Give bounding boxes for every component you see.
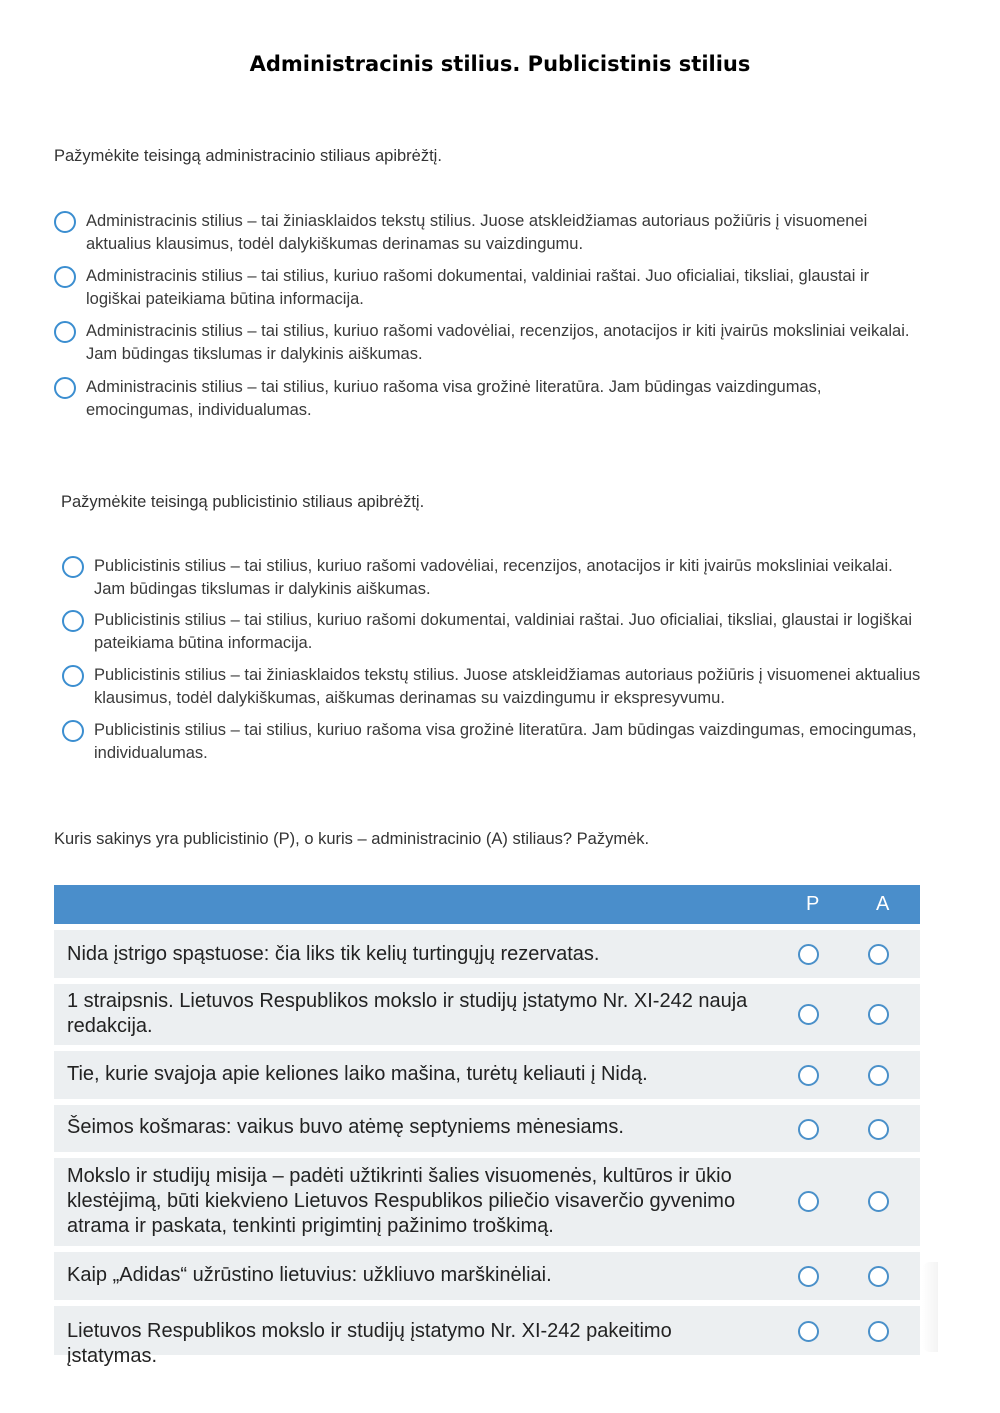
radio-circle-icon[interactable] bbox=[54, 377, 76, 399]
question-1-options bbox=[54, 210, 926, 422]
radio-a-button[interactable] bbox=[868, 1321, 889, 1342]
table-header bbox=[54, 885, 920, 924]
row-sentence: Lietuvos Respublikos mokslo ir studijų įstatymo Nr. XI-242 pakeitimo įstatymas. bbox=[67, 1320, 672, 1367]
column-header-a: A bbox=[876, 893, 890, 915]
q2-option-4-label: Publicistinis stilius – tai stilius, kuriuo rašoma visa grožinė literatūra. Jam būdingas vaizdingumas, emocingumas, individualumas. bbox=[94, 721, 917, 762]
q2-option-4[interactable] bbox=[62, 719, 924, 765]
question-2-options bbox=[62, 555, 924, 765]
row-sentence: Nida įstrigo spąstuose: čia liks tik kelių turtingųjų rezervatas. bbox=[67, 943, 600, 965]
table-row bbox=[54, 1158, 920, 1246]
column-header-p: P bbox=[806, 893, 820, 915]
q1-option-2[interactable] bbox=[54, 265, 926, 320]
radio-circle-icon[interactable] bbox=[62, 720, 84, 742]
radio-a-button[interactable] bbox=[868, 1119, 889, 1140]
q1-option-4-label: Administracinis stilius – tai stilius, kuriuo rašoma visa grožinė literatūra. Jam būdingas vaizdingumas, emocingumas, individualumas. bbox=[86, 378, 822, 419]
q2-option-1[interactable] bbox=[62, 555, 924, 609]
radio-a-button[interactable] bbox=[868, 1266, 889, 1287]
q1-option-4[interactable] bbox=[54, 376, 926, 422]
radio-p-button[interactable] bbox=[798, 1321, 819, 1342]
table-row bbox=[54, 1252, 920, 1300]
table-row bbox=[54, 1306, 920, 1367]
radio-p-button[interactable] bbox=[798, 1065, 819, 1086]
radio-p-button[interactable] bbox=[798, 1266, 819, 1287]
edge-shadow-decoration bbox=[922, 1262, 938, 1352]
question-2-prompt: Pažymėkite teisingą publicistinio stiliaus apibrėžtį. bbox=[61, 493, 425, 511]
radio-a-button[interactable] bbox=[868, 1191, 889, 1212]
row-sentence: Mokslo ir studijų misija – padėti užtikrinti šalies visuomenės, kultūros ir ūkio klestėjimą, būti kiekvieno Lietuvos Respublikos piliečio visaverčio gyvenimo atrama ir paskata, tenkinti prigimtinį pažinimo troškimą. bbox=[67, 1165, 736, 1237]
question-3-prompt: Kuris sakinys yra publicistinio (P), o kuris – administracinio (A) stiliaus? Pažymėk. bbox=[54, 830, 650, 848]
q1-option-2-label: Administracinis stilius – tai stilius, kuriuo rašomi dokumentai, valdiniai raštai. Juo oficialiai, tiksliai, glaustai ir logiškai pateikiama būtina informacija. bbox=[86, 267, 870, 308]
q1-option-1[interactable] bbox=[54, 210, 926, 265]
table-row bbox=[54, 930, 920, 978]
radio-circle-icon[interactable] bbox=[62, 610, 84, 632]
q2-option-3-label: Publicistinis stilius – tai žiniasklaidos tekstų stilius. Juose atskleidžiamas autoriaus požiūris į visuomenei aktualius klausimus, todėl dalykiškumas, aiškumas derinamas su vaizdingumu ir ekspresyvumu. bbox=[94, 666, 921, 707]
row-sentence: Šeimos košmaras: vaikus buvo atėmę septyniems mėnesiams. bbox=[67, 1116, 624, 1138]
radio-p-button[interactable] bbox=[798, 1004, 819, 1025]
row-sentence: 1 straipsnis. Lietuvos Respublikos mokslo ir studijų įstatymo Nr. XI-242 nauja redakcija. bbox=[67, 990, 748, 1037]
page-title: Administracinis stilius. Publicistinis stilius bbox=[249, 52, 751, 76]
radio-a-button[interactable] bbox=[868, 944, 889, 965]
row-sentence: Tie, kurie svajoja apie keliones laiko mašina, turėtų keliauti į Nidą. bbox=[67, 1063, 648, 1085]
table-row bbox=[54, 1105, 920, 1152]
radio-a-button[interactable] bbox=[868, 1065, 889, 1086]
q2-option-2[interactable] bbox=[62, 609, 924, 664]
q1-option-3[interactable] bbox=[54, 320, 926, 376]
radio-circle-icon[interactable] bbox=[54, 321, 76, 343]
q2-option-3[interactable] bbox=[62, 664, 924, 719]
radio-circle-icon[interactable] bbox=[54, 211, 76, 233]
table-row bbox=[54, 984, 920, 1045]
radio-circle-icon[interactable] bbox=[62, 556, 84, 578]
q2-option-1-label: Publicistinis stilius – tai stilius, kuriuo rašomi vadovėliai, recenzijos, anotacijos ir kiti įvairūs moksliniai veikalai. Jam būdingas tikslumas ir dalykinis aiškumas. bbox=[94, 557, 893, 598]
row-sentence: Kaip „Adidas“ užrūstino lietuvius: užkliuvo marškinėliai. bbox=[67, 1264, 552, 1286]
q2-option-2-label: Publicistinis stilius – tai stilius, kuriuo rašomi dokumentai, valdiniai raštai. Juo oficialiai, tiksliai, glaustai ir logiškai pateikiama būtina informacija. bbox=[94, 611, 912, 652]
q1-option-3-label: Administracinis stilius – tai stilius, kuriuo rašomi vadovėliai, recenzijos, anotacijos ir kiti įvairūs moksliniai veikalai. Jam būdingas tikslumas ir dalykinis aiškumas. bbox=[86, 322, 910, 363]
radio-circle-icon[interactable] bbox=[54, 266, 76, 288]
radio-p-button[interactable] bbox=[798, 1191, 819, 1212]
table-row bbox=[54, 1051, 920, 1099]
radio-p-button[interactable] bbox=[798, 1119, 819, 1140]
radio-p-button[interactable] bbox=[798, 944, 819, 965]
classification-table bbox=[54, 885, 920, 1367]
radio-a-button[interactable] bbox=[868, 1004, 889, 1025]
radio-circle-icon[interactable] bbox=[62, 665, 84, 687]
q1-option-1-label: Administracinis stilius – tai žiniasklaidos tekstų stilius. Juose atskleidžiamas autoriaus požiūris į visuomenei aktualius klausimus, todėl dalykiškumas derinamas su vaizdingumu. bbox=[86, 212, 868, 253]
question-1-prompt: Pažymėkite teisingą administracinio stiliaus apibrėžtį. bbox=[54, 147, 442, 165]
